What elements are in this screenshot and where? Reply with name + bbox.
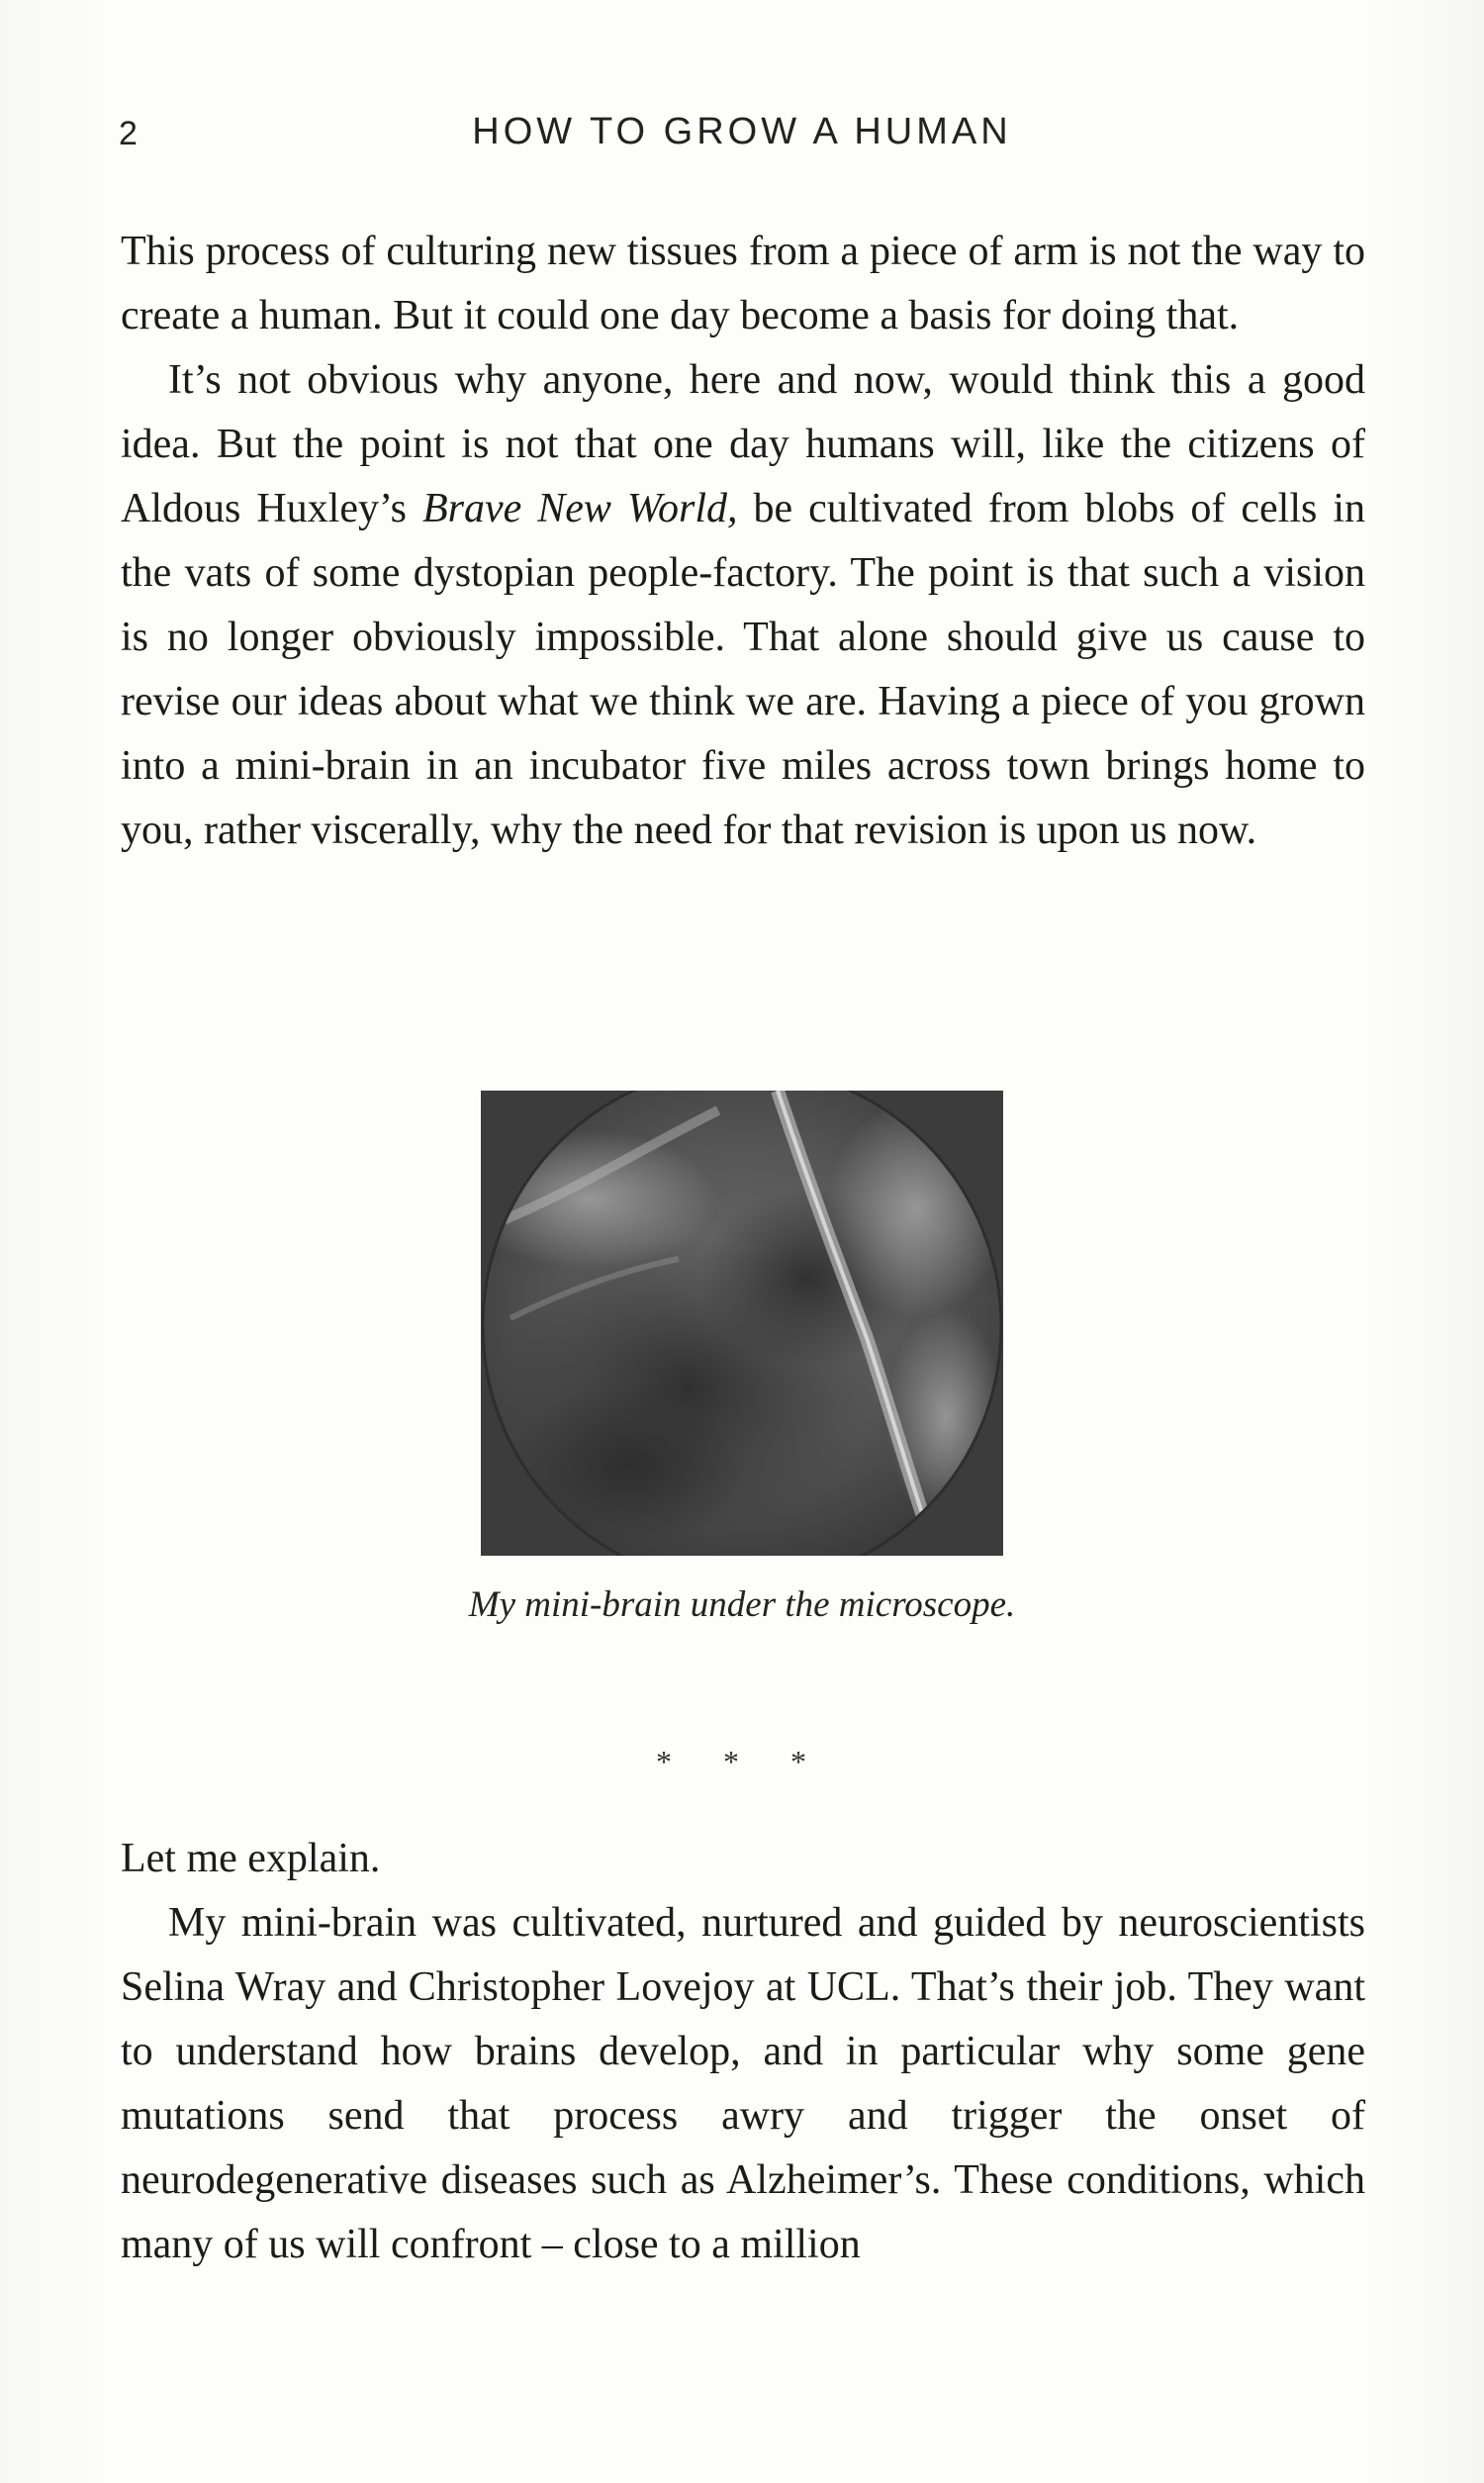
book-title-italic: Brave New World,: [421, 486, 738, 531]
microscope-image: [481, 1091, 1003, 1556]
paragraph-2: [121, 348, 1365, 863]
running-head: HOW TO GROW A HUMAN: [472, 111, 1012, 152]
paragraph-1: This process of culturing new tissues from a piece of arm is not the way to create a human. But it could one day become a basis for doing that.: [121, 229, 1365, 338]
paragraph-3: Let me explain.: [121, 1836, 381, 1881]
paragraph-4: My mini-brain was cultivated, nurtured and guided by neuroscientists Selina Wray and Christopher Lovejoy at UCL. That’s their job. They want to understand how brains develop, and in particular why some gene mutations send that process awry and trigger the onset of neurodegenerative diseases such as Alzheimer’s. These conditions, which many of us will confront – close to a million: [121, 1900, 1365, 2267]
paragraph-2-text-a: It’s not obvious why anyone, here and now, would think this a good idea. But the point is not that one day humans will, like the citizens of Aldous Huxley’s: [121, 357, 1365, 531]
page-number: 2: [119, 115, 138, 152]
mini-brain-micrograph: [481, 1091, 1003, 1556]
paragraph-2-text-b: be cultivated from blobs of cells in the vats of some dystopian people-factory. The point is that such a vision is no longer obviously impossible. That alone should give us cause to revise our ideas about what we think we are. Having a piece of you grown into a mini-brain in an incubator five miles across town brings home to you, rather viscerally, why the need for that revision is upon us now.: [121, 486, 1365, 853]
body-text-top: [121, 220, 1365, 863]
page-header: [119, 107, 1365, 166]
section-break: * * *: [656, 1744, 828, 1779]
figure-caption: My mini-brain under the microscope.: [468, 1584, 1016, 1625]
body-text-bottom: [121, 1827, 1365, 2277]
